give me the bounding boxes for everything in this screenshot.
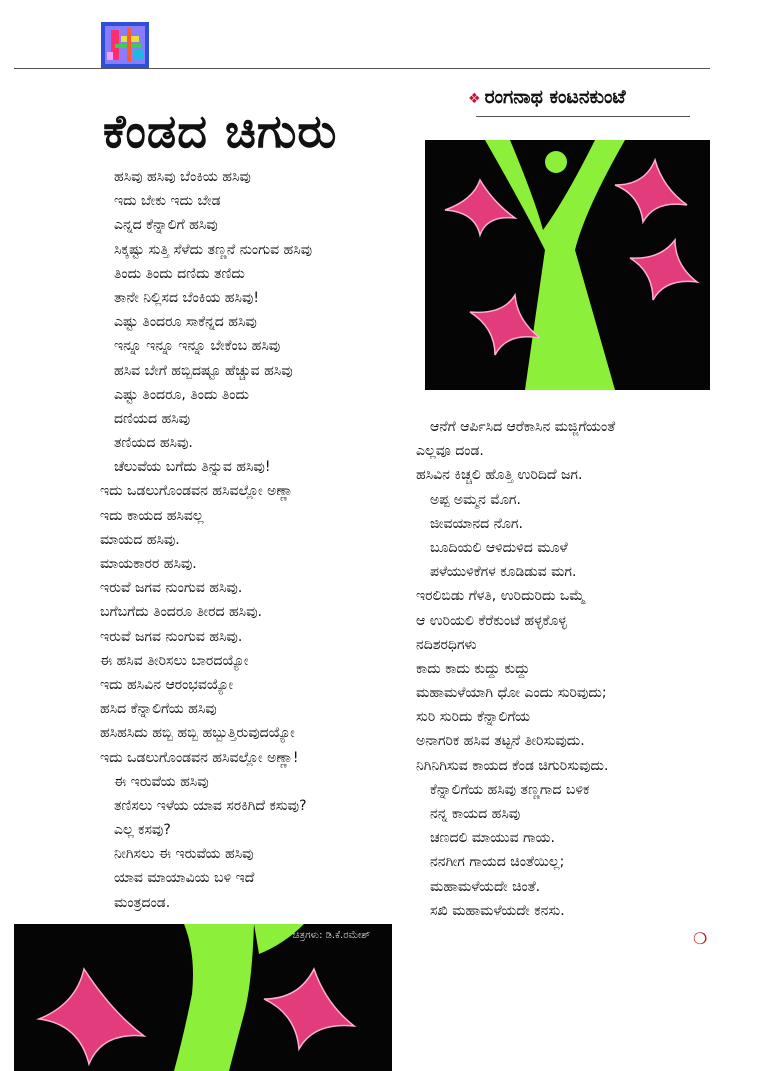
poem-line: ನನಗೀಗ ಗಾಯದ ಚಿಂತೆಯಿಲ್ಲ; xyxy=(430,854,565,871)
poem-line: ತಿಂದು ತಿಂದು ದಣಿದು ತಣಿದು xyxy=(114,265,245,282)
poem-line: ಬೂದಿಯಲಿ ಆಳಿದುಳಿದ ಮೂಳೆ xyxy=(430,539,568,556)
header-rule xyxy=(14,68,710,69)
poem-line: ಈ ಇರುವೆಯ ಹಸಿವು xyxy=(114,773,209,790)
poem-line: ಇದು ಒಡಲುಗೊಂಡವನ ಹಸಿವಲ್ಲೋ ಅಣ್ಣಾ xyxy=(100,483,293,500)
poem-line: ಇರುವೆ ಜಗವ ನುಂಗುವ ಹಸಿವು. xyxy=(100,580,243,597)
poem-line: ಬಗೆಬಗೆದು ತಿಂದರೂ ತೀರದ ಹಸಿವು. xyxy=(100,604,262,621)
poem-line: ಇರುವೆ ಜಗವ ನುಂಗುವ ಹಸಿವು. xyxy=(100,628,243,645)
poem-right-column xyxy=(416,415,615,923)
poem-line: ನದಿಶರಧಿಗಳು xyxy=(416,636,477,653)
poem-line: ತಾನೇ ನಿಲ್ಲಿಸದ ಬೆಂಕಿಯ ಹಸಿವು! xyxy=(114,289,259,306)
poem-line: ಸಖಿ ಮಹಾಮಳೆಯದೇ ಕನಸು. xyxy=(430,902,565,919)
poem-line: ಸುರಿ ಸುರಿದು ಕೆನ್ನಾಲಿಗೆಯ xyxy=(416,709,531,726)
poem-line: ಈ ಹಸಿವ ತೀರಿಸಲು ಬಾರದಯ್ಯೋ xyxy=(100,652,249,669)
poem-line: ಆನೆಗೆ ಆರ್ಪಿಸಿದ ಆರೆಕಾಸಿನ ಮಜ್ಜಿಗೆಯಂತೆ xyxy=(430,419,616,435)
poem-line: ಮಾಯದ ಹಸಿವು. xyxy=(100,531,180,548)
poem-line: ಎನ್ನದ ಕೆನ್ನಾಲಿಗೆ ಹಸಿವು xyxy=(114,217,218,234)
poem-line: ಇನ್ನೂ ಇನ್ನೂ ಇನ್ನೂ ಬೇಕೆಂಬ ಹಸಿವು xyxy=(114,338,281,355)
poem-line: ಕಾದು ಕಾದು ಕುದ್ದು ಕುದ್ದು xyxy=(416,660,530,677)
author-name: ರಂಗನಾಥ ಕಂಟನಕುಂಟೆ xyxy=(484,86,626,108)
end-of-article-icon: ❍ xyxy=(693,929,708,948)
poem-line: ಹಸಿದ ಕೆನ್ನಾಲಿಗೆಯ ಹಸಿವು xyxy=(100,701,217,718)
poem-line: ಇದು ಬೇಕು ಇದು ಬೇಡ xyxy=(114,193,221,210)
poem-line: ಅಪ್ಪ ಅಮ್ಮನ ಮೊಗ. xyxy=(430,491,521,508)
poem-line: ನೀಗಿಸಲು ಈ ಇರುವೆಯ ಹಸಿವು xyxy=(114,846,254,863)
poem-line: ನಿಗಿನಿಗಿಸುವ ಕಾಯದ ಕೆಂಡ ಚಿಗುರಿಸುವುದು. xyxy=(416,757,609,774)
poem-line: ಇದು ಕಾಯದ ಹಸಿವಲ್ಲ xyxy=(100,507,204,524)
illustration-credit: ಚಿತ್ರಗಳು: ಡಿ.ಕೆ.ರಮೇಶ್ xyxy=(292,930,370,941)
author-byline xyxy=(468,86,626,108)
poem-line: ತಣಿಯದ ಹಸಿವು. xyxy=(114,435,193,452)
poem-line: ಆ ಉರಿಯಲಿ ಕೆರೆಕುಂಟೆ ಹಳ್ಳಕೊಳ್ಳ xyxy=(416,612,567,629)
poem-line: ಅನಾಗರಿಕ ಹಸಿವ ತಟ್ಟನೆ ತೀರಿಸುವುದು. xyxy=(416,733,585,750)
poem-line: ಎಷ್ಟು ತಿಂದರೂ ಸಾಕೆನ್ನದ ಹಸಿವು xyxy=(114,314,257,331)
poem-line: ಹಸಿವಿನ ಕಿಚ್ಚಲಿ ಹೊತ್ತಿ ಉರಿದಿದೆ ಜಗ. xyxy=(416,467,583,484)
poem-left-column xyxy=(100,165,312,915)
poem-line: ಕೆನ್ನಾಲಿಗೆಯ ಹಸಿವು ತಣ್ಣಗಾದ ಬಳಿಕ xyxy=(430,781,590,798)
poem-line: ಚಣದಲಿ ಮಾಯುವ ಗಾಯ. xyxy=(430,830,556,847)
poem-line: ಹಸಿವ ಬೇಗೆ ಹಬ್ಬಿದಷ್ಟೂ ಹೆಚ್ಚುವ ಹಸಿವು xyxy=(114,362,293,379)
poem-line: ಮಹಾಮಳೆಯಾಗಿ ಧೋ ಎಂದು ಸುರಿವುದು; xyxy=(416,685,607,702)
poem-line: ಇದು ಒಡಲುಗೊಂಡವನ ಹಸಿವಲ್ಲೋ ಅಣ್ಣಾ! xyxy=(100,749,299,766)
poem-line: ಪಳೆಯುಳಿಕೆಗಳ ಕೂಡಿಡುವ ಮಗ. xyxy=(430,564,577,581)
diamond-bullet-icon: ❖ xyxy=(468,91,481,107)
poem-line: ಎಷ್ಟು ತಿಂದರೂ, ತಿಂದು ತಿಂದು xyxy=(114,386,250,403)
poem-line: ಇದು ಹಸಿವಿನ ಆರಂಭವಯ್ಯೋ xyxy=(100,676,233,693)
poem-line: ಮಾಯಕಾರರ ಹಸಿವು. xyxy=(100,556,197,572)
poem-line: ಯಾವ ಮಾಯಾವಿಯ ಬಳಿ ಇದೆ xyxy=(114,870,255,887)
illustration-bottom xyxy=(14,924,392,1071)
poem-line: ಎಲ್ಲವೂ ದಂಡ. xyxy=(416,443,484,460)
poem-line: ಜೀವಯಾನದ ನೊಗ. xyxy=(430,515,523,532)
poem-line: ಹಸಿವು ಹಸಿವು ಬೆಂಕಿಯ ಹಸಿವು xyxy=(114,169,251,185)
poem-line: ಮಹಾಮಳೆಯದೇ ಚಿಂತೆ. xyxy=(430,878,541,895)
poem-line: ಹಸಿಹಸಿದು ಹಬ್ಬಿ ಹಬ್ಬಿ ಹಬ್ಬುತ್ತಿರುವುದಯ್ಯೋ xyxy=(100,725,295,742)
poem-title: ಕೆಂಡದ ಚಿಗುರು xyxy=(103,104,338,158)
poem-line: ನನ್ನ ಕಾಯದ ಹಸಿವು xyxy=(430,806,521,822)
poem-line: ಇರಲಿಬಿಡು ಗೆಳತಿ, ಉರಿದುರಿದು ಒಮ್ಮೆ xyxy=(416,588,586,605)
poem-line: ತಣಿಸಲು ಇಳೆಯ ಯಾವ ಸರಕಿಗಿದೆ ಕಸುವು? xyxy=(114,797,307,814)
poem-line: ಮಂತ್ರದಂಡ. xyxy=(114,894,171,911)
illustration-top xyxy=(425,140,710,390)
poem-line: ಚೆಲುವೆಯ ಬಗೆದು ತಿನ್ನುವ ಹಸಿವು! xyxy=(114,459,271,476)
poem-line: ಎಲ್ಲ ಕಸವು? xyxy=(114,822,171,839)
poem-line: ಸಿಕ್ಕಷ್ಟು ಸುತ್ತಿ ಸೆಳೆದು ತಣ್ಣನೆ ನುಂಗುವ ಹಸಿವು xyxy=(114,241,313,258)
magazine-logo xyxy=(101,22,149,68)
author-underline xyxy=(476,116,690,117)
poem-line: ದಣಿಯದ ಹಸಿವು xyxy=(114,410,190,427)
